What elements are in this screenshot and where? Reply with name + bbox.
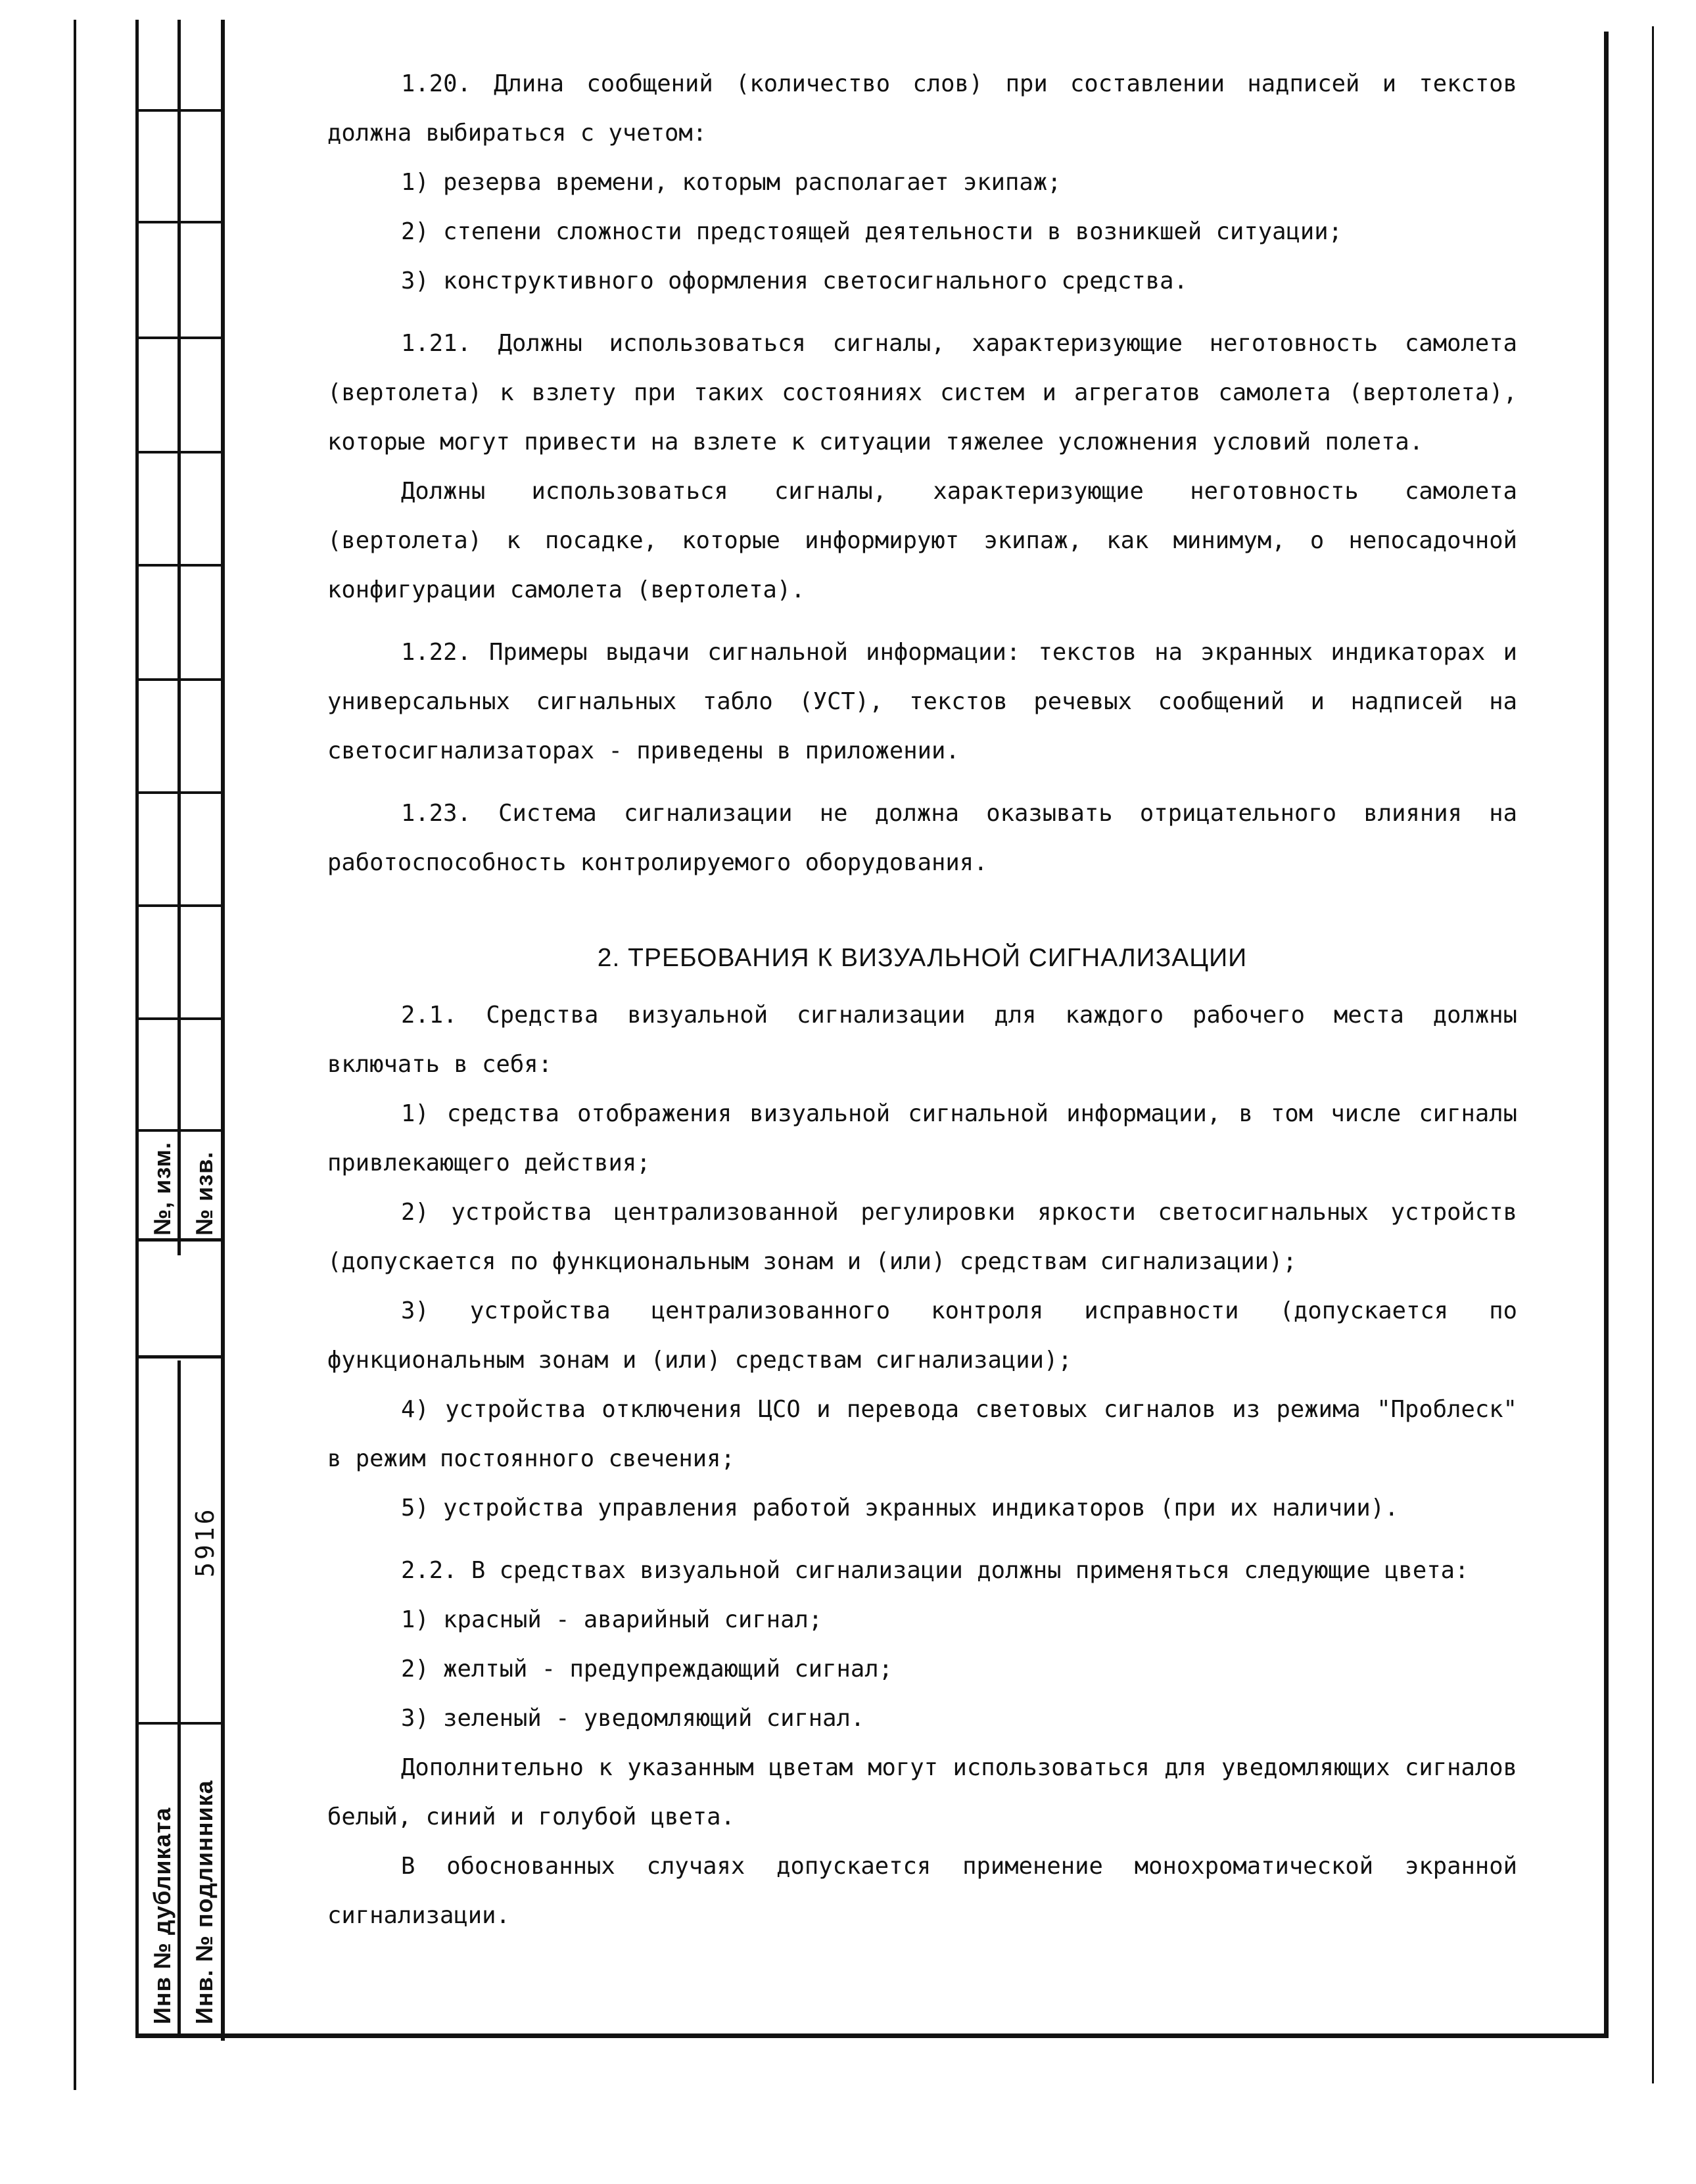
- list-item: 5) устройства управления работой экранных индикаторов (при их наличии).: [401, 1495, 1399, 1522]
- binding-column-line-2b: [177, 1360, 181, 2037]
- section-heading: 2. ТРЕБОВАНИЯ К ВИЗУАЛЬНОЙ СИГНАЛИЗАЦИИ: [597, 944, 1248, 972]
- original-inv-number: 5916: [191, 1506, 220, 1577]
- paragraph-1-20: 1.20. Длина сообщений (количество слов) при составлении надписей и текстов должна выбираться с учетом:: [327, 70, 1517, 147]
- list-item: 1) средства отображения визуальной сигнальной информации, в том числе сигналы привлекающего действия;: [327, 1100, 1517, 1176]
- paragraph-1-23: 1.23. Система сигнализации не должна оказывать отрицательного влияния на работоспособность контролируемого оборудования.: [327, 800, 1517, 876]
- paragraph-1-22: 1.22. Примеры выдачи сигнальной информации: текстов на экранных индикаторах и универсальных сигнальных табло (УСТ), текстов речевых сообщений и надписей на светосигнализаторах - приведены в приложении.: [327, 639, 1517, 764]
- binding-grid-tick: [135, 1129, 225, 1132]
- binding-grid-tick: [135, 337, 225, 339]
- list-item: 1) красный - аварийный сигнал;: [401, 1606, 823, 1633]
- binding-grid-tick: [135, 1017, 225, 1020]
- list-item: 2) степени сложности предстоящей деятельности в возникшей ситуации;: [401, 218, 1342, 245]
- duplicate-inv-label: Инв № дубликата: [149, 1807, 176, 2024]
- binding-grid-tick: [135, 564, 225, 567]
- binding-grid-tick: [135, 1722, 225, 1725]
- binding-grid-tick: [135, 109, 225, 112]
- binding-column-line-2: [177, 20, 181, 1255]
- paragraph-1-21-landing: Должны использоваться сигналы, характеризующие неготовность самолета (вертолета) к посадке, которые информируют экипаж, как минимум, о непосадочной конфигурации самолета (вертолета).: [327, 478, 1517, 603]
- binding-grid-tick: [135, 1238, 225, 1242]
- original-inv-label: Инв. № подлинника: [191, 1780, 218, 2024]
- paragraph-2-2: 2.2. В средствах визуальной сигнализации должны применяться следующие цвета:: [401, 1557, 1469, 1584]
- notice-number-label: № изв.: [191, 1151, 218, 1236]
- binding-grid-tick: [135, 451, 225, 453]
- list-item: 2) устройства централизованной регулировки яркости светосигнальных устройств (допускается по функциональным зонам и (или) средствам сигнализации);: [327, 1199, 1517, 1275]
- change-number-label: №, изм.: [149, 1142, 176, 1236]
- document-body: [327, 59, 1517, 1940]
- binding-grid-tick: [135, 678, 225, 681]
- list-item: 3) конструктивного оформления светосигнального средства.: [401, 267, 1188, 294]
- binding-column-line-1: [135, 20, 139, 2037]
- list-item: 2) желтый - предупреждающий сигнал;: [401, 1656, 893, 1683]
- binding-grid-tick: [135, 1355, 225, 1359]
- left-outer-line: [74, 20, 76, 2090]
- right-outer-line: [1652, 26, 1654, 2083]
- list-item: 3) устройства централизованного контроля исправности (допускается по функциональным зонам и (или) средствам сигнализации);: [327, 1297, 1517, 1374]
- right-frame-line: [1604, 32, 1609, 2038]
- paragraph-2-1: 2.1. Средства визуальной сигнализации для каждого рабочего места должны включать в себя:: [327, 1002, 1517, 1078]
- list-item: 1) резерва времени, которым располагает экипаж;: [401, 169, 1062, 196]
- bottom-frame-line: [135, 2033, 1608, 2038]
- binding-grid-tick: [135, 904, 225, 907]
- binding-grid-tick: [135, 791, 225, 794]
- binding-column-line-3: [221, 20, 225, 2041]
- paragraph-2-2-extra-colors: Дополнительно к указанным цветам могут использоваться для уведомляющих сигналов белый, синий и голубой цвета.: [327, 1754, 1517, 1830]
- paragraph-2-2-monochrome: В обоснованных случаях допускается применение монохроматической экранной сигнализации.: [327, 1853, 1517, 1929]
- binding-grid-tick: [135, 221, 225, 223]
- list-item: 3) зеленый - уведомляющий сигнал.: [401, 1705, 865, 1732]
- list-item: 4) устройства отключения ЦСО и перевода световых сигналов из режима "Проблеск" в режим постоянного свечения;: [327, 1396, 1517, 1472]
- paragraph-1-21: 1.21. Должны использоваться сигналы, характеризующие неготовность самолета (вертолета) к взлету при таких состояниях систем и агрегатов самолета (вертолета), которые могут привести на взлете к ситуации тяжелее усложнения условий полета.: [327, 330, 1517, 455]
